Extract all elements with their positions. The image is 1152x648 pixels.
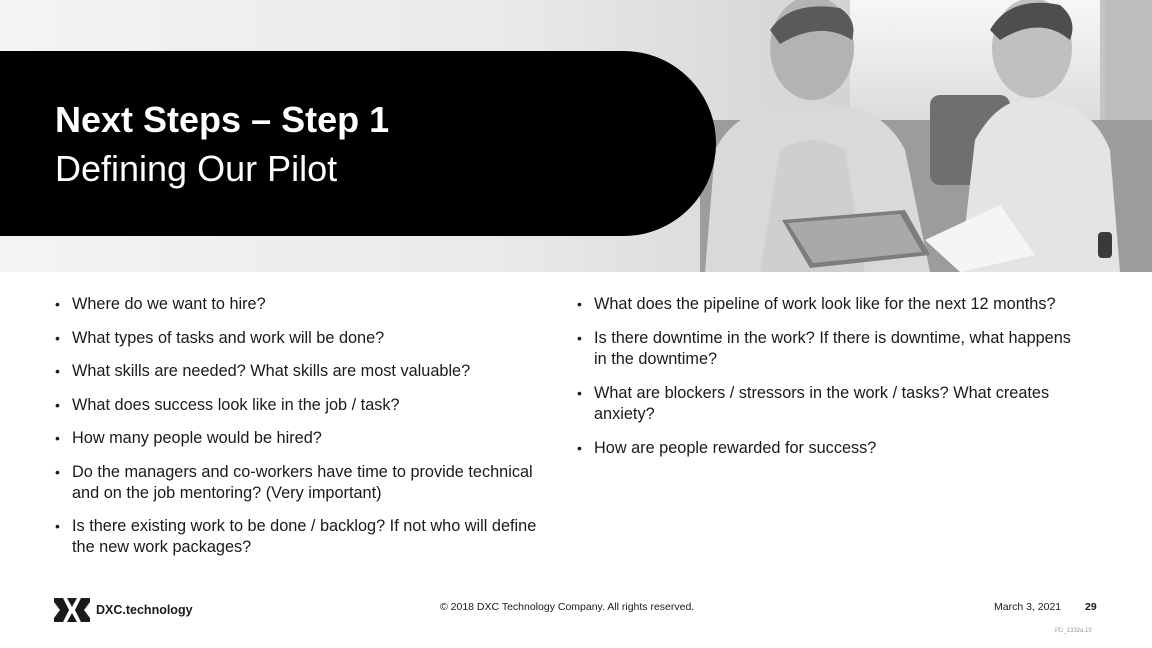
list-item (577, 438, 1072, 459)
list-item (55, 294, 545, 315)
bullet-text: What does the pipeline of work look like for the next 12 months? (594, 295, 1056, 313)
logo-text: DXC.technology (96, 603, 193, 617)
list-item (55, 428, 545, 449)
bullet-text: How are people rewarded for success? (594, 439, 877, 457)
bullet-text: Is there downtime in the work? If there is downtime, what happens in the downtime? (594, 329, 1071, 368)
bullet-text: What does success look like in the job / task? (72, 395, 400, 414)
dxc-logo-icon (54, 598, 90, 622)
bullet-text: How many people would be hired? (72, 429, 322, 447)
list-item (55, 395, 545, 416)
bullet-icon: • (577, 296, 582, 312)
bullet-icon: • (577, 440, 582, 456)
title-banner (0, 51, 716, 236)
list-item (55, 361, 545, 382)
slide-subtitle: Defining Our Pilot (55, 148, 338, 189)
bullet-text: What types of tasks and work will be done? (72, 328, 385, 347)
bullet-icon: • (577, 330, 582, 346)
slide-title: Next Steps – Step 1 (55, 99, 390, 140)
bullet-icon: • (55, 463, 60, 480)
bullet-text: Where do we want to hire? (72, 295, 266, 313)
list-item (55, 328, 545, 349)
document-code: PD_1332a.19 (1055, 628, 1092, 634)
dxc-logo (54, 598, 193, 622)
list-item (577, 383, 1072, 425)
bullet-icon: • (577, 385, 582, 401)
bullet-text: What skills are needed? What skills are most valuable? (72, 362, 471, 380)
bullet-text: What are blockers / stressors in the work / tasks? What creates anxiety? (594, 384, 1050, 423)
right-bullet-list (577, 294, 1072, 472)
bullet-text: Do the managers and co-workers have time to provide technical and on the job mentoring? (Very important) (72, 462, 533, 502)
bullet-icon: • (55, 296, 60, 312)
bullet-icon: • (55, 363, 60, 379)
list-item (55, 516, 545, 558)
copyright-text: © 2018 DXC Technology Company. All rights reserved. (440, 601, 695, 613)
list-item (577, 294, 1072, 315)
slide-date: March 3, 2021 (994, 601, 1062, 613)
list-item (55, 462, 545, 504)
bullet-icon: • (55, 329, 60, 346)
bullet-text: Is there existing work to be done / backlog? If not who will define the new work packages? (72, 517, 537, 556)
bullet-icon: • (55, 518, 60, 534)
bullet-icon: • (55, 396, 60, 413)
page-number: 29 (1085, 601, 1097, 613)
list-item (577, 328, 1072, 370)
bullet-icon: • (55, 430, 60, 446)
left-bullet-list (55, 294, 545, 571)
